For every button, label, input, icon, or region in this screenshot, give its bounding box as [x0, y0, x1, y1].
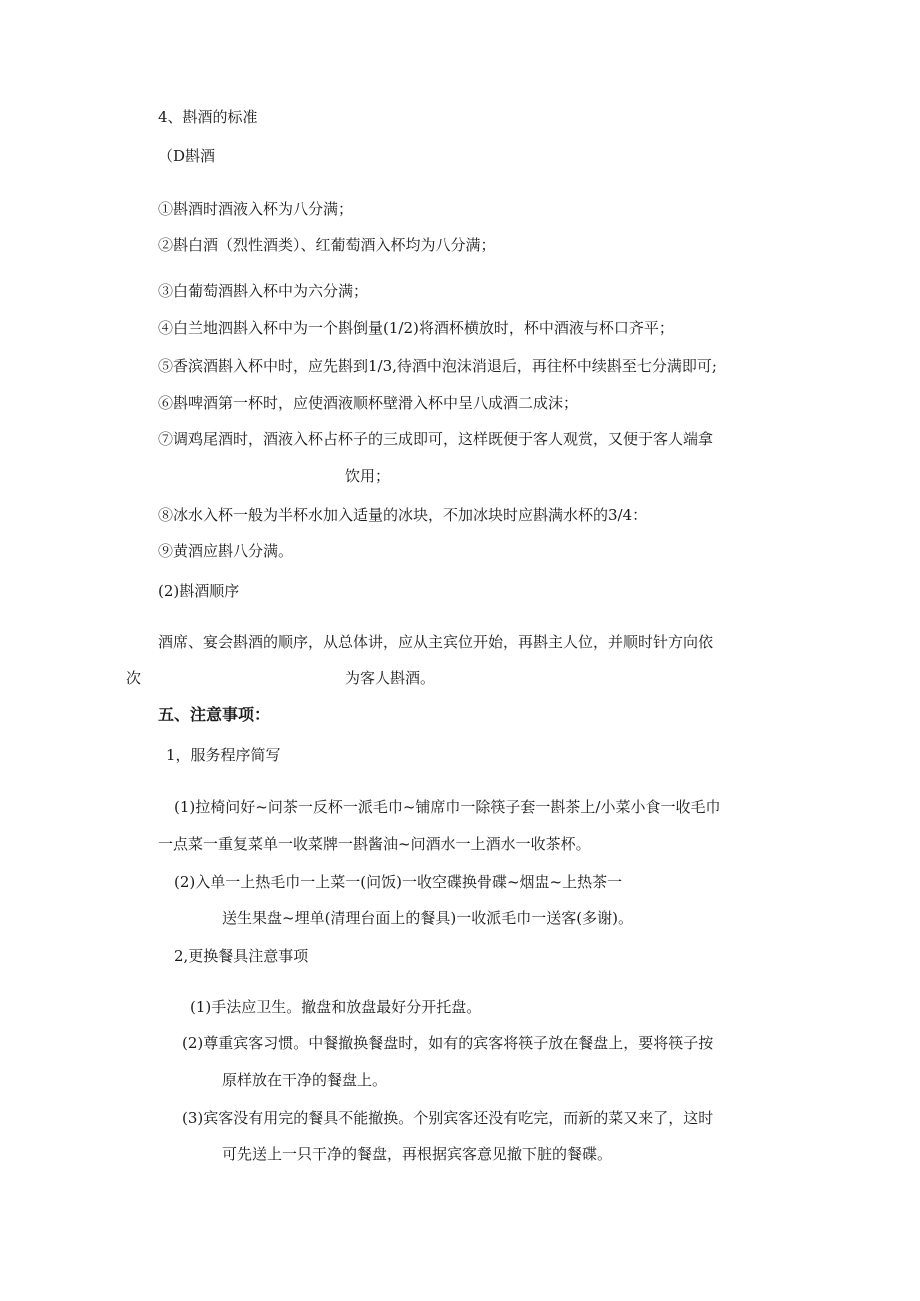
paragraph-line: 原样放在干净的餐盘上。	[222, 1071, 388, 1089]
paragraph-line: (1)拉椅问好~问茶一反杯一派毛巾~铺席巾一除筷子套一斟茶上/小菜小食一收毛巾	[174, 798, 721, 816]
subheading-pouring: （D斟酒	[158, 147, 216, 165]
paragraph-line: (1)手法应卫生。撤盘和放盘最好分开托盘。	[190, 998, 482, 1016]
paragraph-line: 为客人斟酒。	[345, 669, 436, 687]
list-item: ⑥斟啤酒第一杯时，应使酒液顺杯壁滑入杯中呈八成酒二成沫；	[158, 394, 579, 412]
paragraph-line: (2)尊重宾客习惯。中餐撤换餐盘时，如有的宾客将筷子放在餐盘上，要将筷子按	[182, 1034, 714, 1052]
paragraph-line: (3)宾客没有用完的餐具不能撤换。个别宾客还没有吃完，而新的菜又来了，这时	[182, 1109, 714, 1127]
list-item: ⑦调鸡尾酒时，酒液入杯占杯子的三成即可，这样既便于客人观赏，又便于客人端拿	[158, 430, 714, 448]
paragraph-line: 次	[126, 669, 142, 687]
list-item: ③白葡萄酒斟入杯中为六分满；	[158, 282, 369, 300]
subheading-order: (2)斟酒顺序	[158, 582, 240, 600]
subheading-tableware: 2,更换餐具注意事项	[174, 947, 309, 965]
section-heading: 五、注意事项：	[158, 705, 271, 724]
paragraph-line: (2)入单一上热毛巾一上菜一(问饭)一收空碟换骨碟~烟盅~上热茶一	[174, 873, 623, 891]
list-item: ⑤香滨酒斟入杯中时，应先斟到1/3,待酒中泡沫消退后，再往杯中续斟至七分满即可;	[158, 357, 717, 375]
section-heading: 4、斟酒的标准	[158, 108, 258, 126]
subheading-procedure: 1，服务程序简写	[166, 746, 281, 764]
list-item: ①斟酒时酒液入杯为八分满；	[158, 200, 354, 218]
list-item: ④白兰地泗斟入杯中为一个斟倒量(1/2)将酒杯横放时，杯中酒液与杯口齐平；	[158, 319, 674, 337]
list-item: ⑧冰水入杯一般为半杯水加入适量的冰块，不加冰块时应斟满水杯的3/4：	[158, 506, 648, 524]
list-item-continuation: 饮用；	[345, 467, 391, 485]
paragraph-line: 送生果盘~埋单(清理台面上的餐具)一收派毛巾一送客(多谢)。	[222, 909, 633, 927]
list-item: ②斟白酒（烈性酒类）、红葡萄酒入杯均为八分满；	[158, 236, 496, 254]
list-item: ⑨黄酒应斟八分满。	[158, 542, 294, 560]
paragraph-line: 酒席、宴会斟酒的顺序，从总体讲，应从主宾位开始，再斟主人位，并顺时针方向依	[158, 633, 714, 651]
paragraph-line: 可先送上一只干净的餐盘，再根据宾客意见撤下脏的餐碟。	[222, 1145, 613, 1163]
paragraph-line: 一点菜一重复菜单一收菜牌一斟酱油~问酒水一上酒水一收茶杯。	[158, 835, 591, 853]
